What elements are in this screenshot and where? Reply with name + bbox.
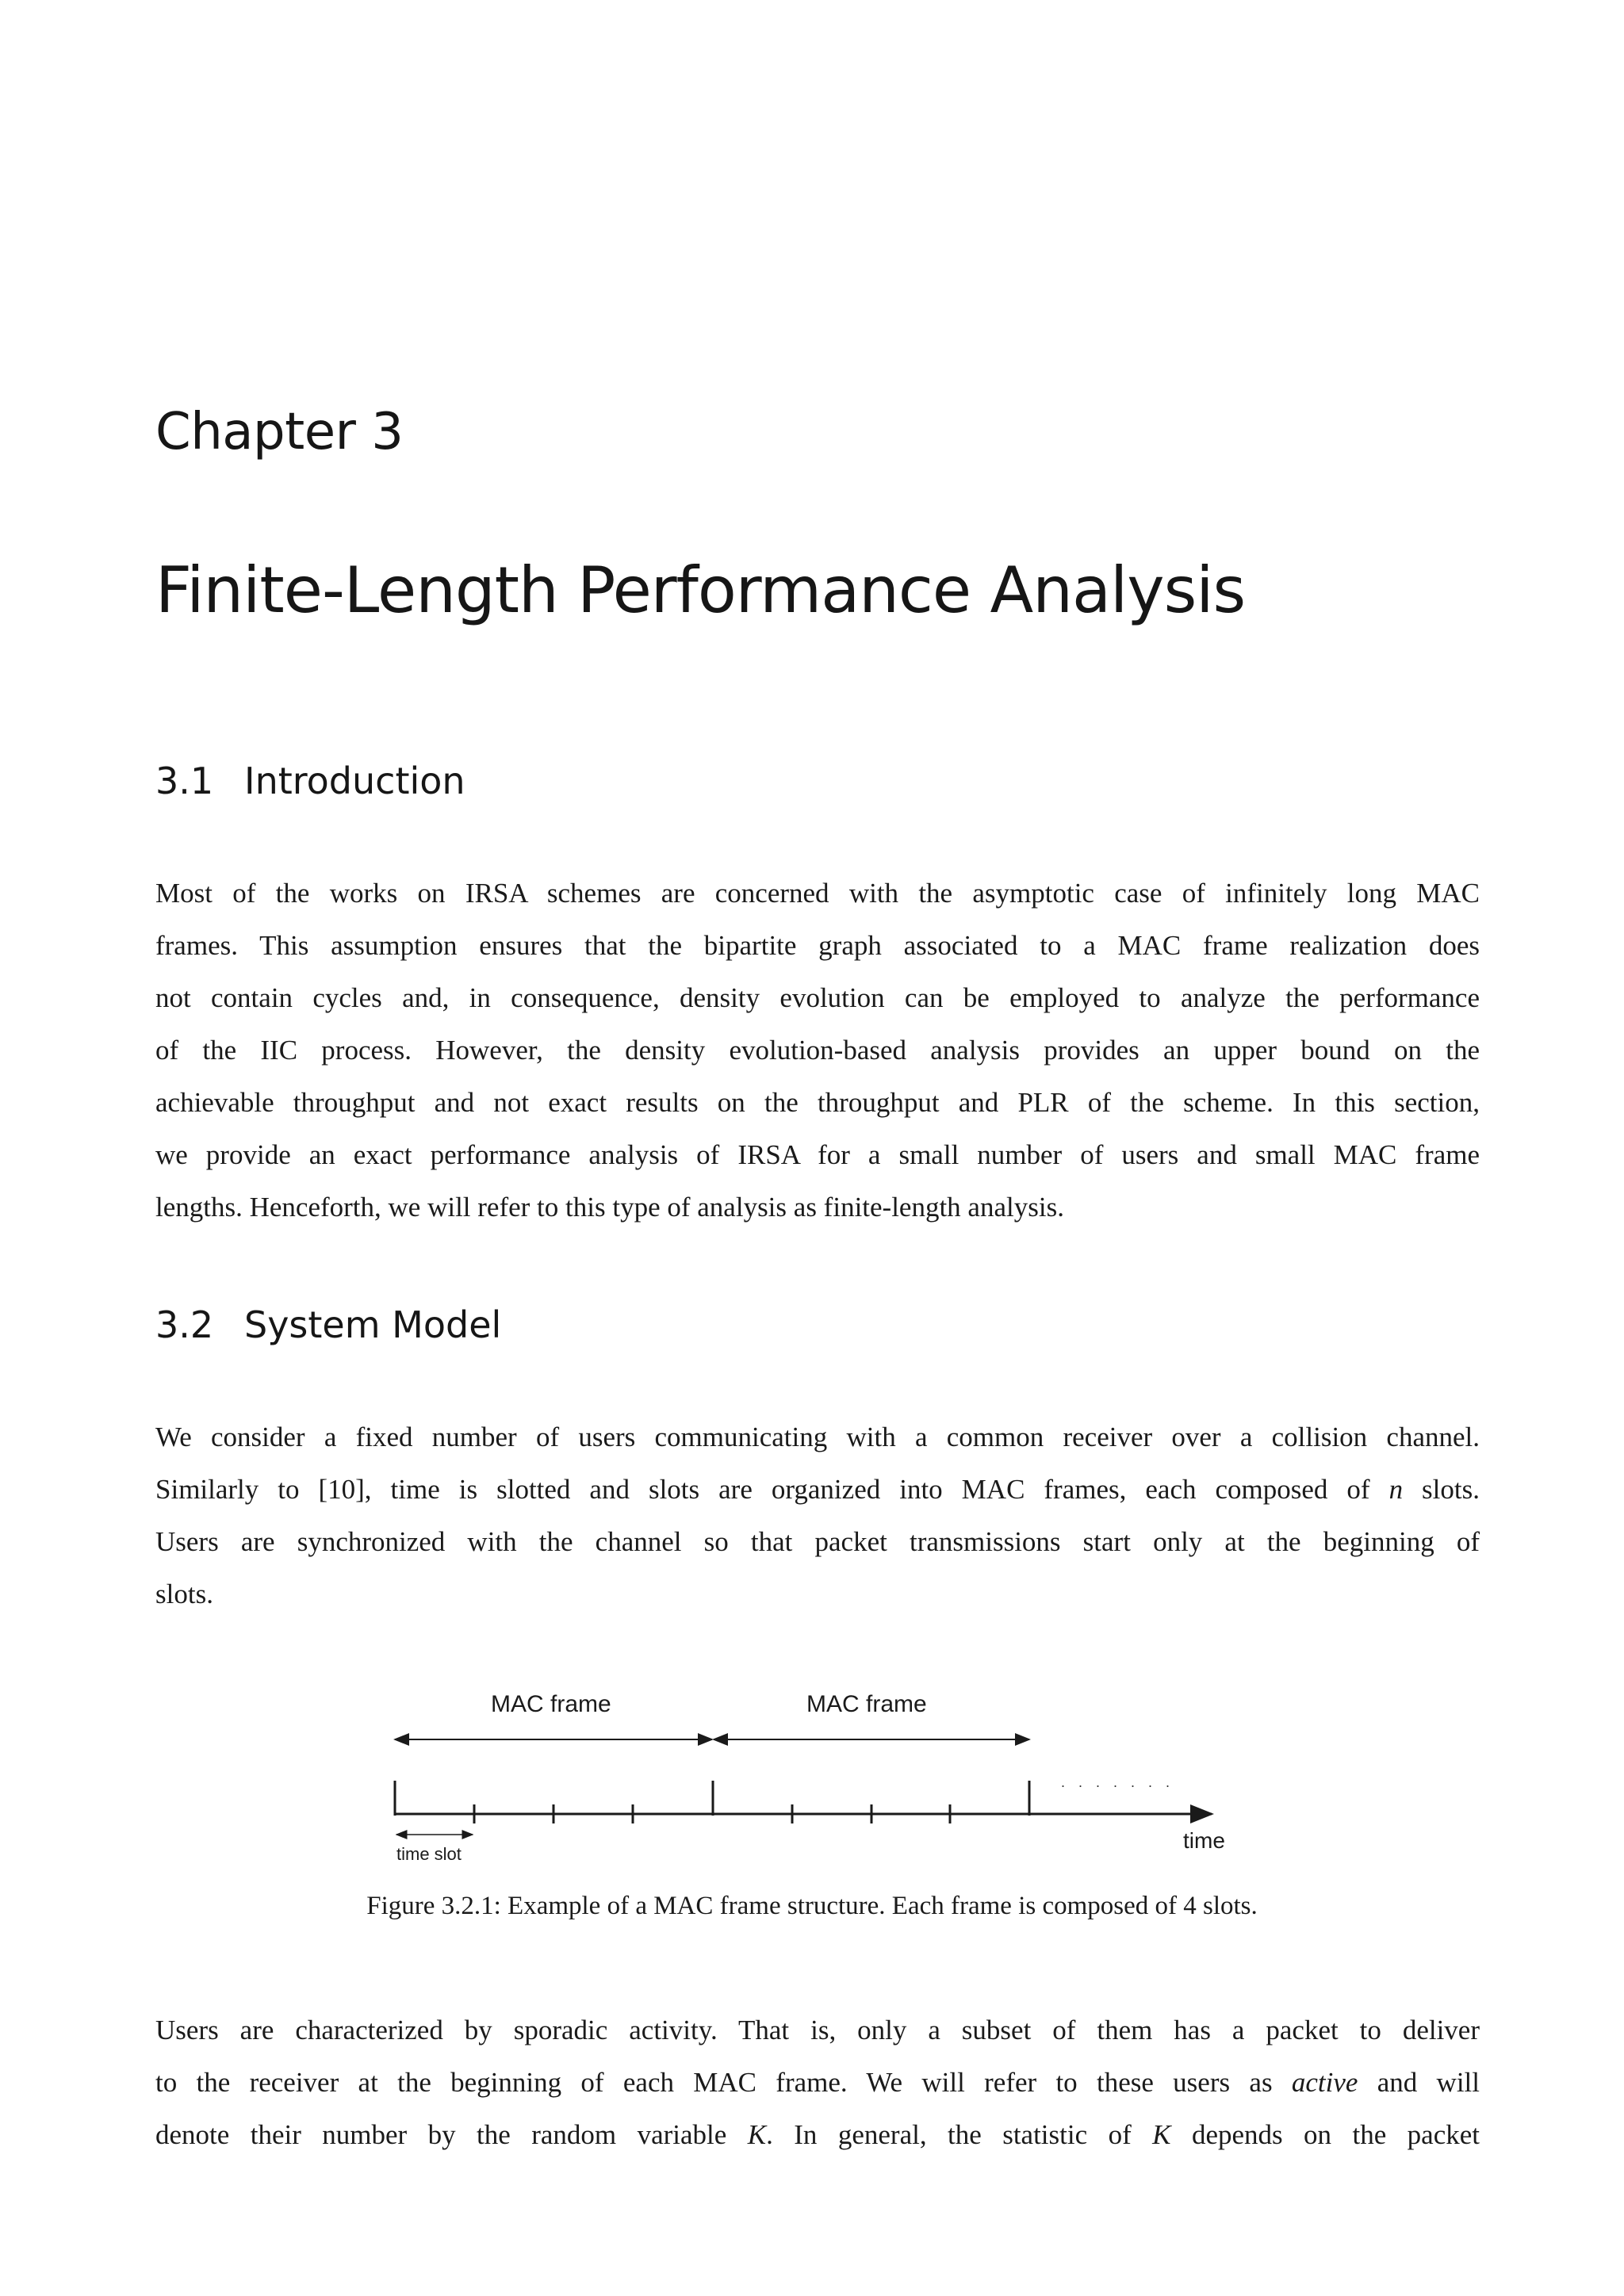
section-number: 3.2 [155,1303,214,1346]
math-variable: n [1388,1474,1404,1505]
continuation-dots: . . . . . . . [1061,1774,1175,1790]
mac-frame-label-2: MAC frame [806,1691,927,1717]
text-line [155,2109,1480,2161]
text-fragment: Similarly to [10], time is slotted and slots are organized into MAC frames, each composed of [155,1474,1389,1505]
text-fragment: slots. [1403,1474,1480,1505]
text-line: slots. [155,1578,213,1609]
activity-paragraph [155,2004,1480,2161]
section-heading-system-model [155,1303,501,1346]
chapter-label: Chapter 3 [155,403,404,461]
text-line: of the IIC process. However, the density evolution-based analysis provides an upper bound on the [155,1035,1480,1066]
math-variable: K [1152,2119,1171,2150]
text-fragment: to the receiver at the beginning of each MAC frame. We will refer to these users as [155,2067,1292,2098]
text-line [155,2057,1480,2109]
section-title: System Model [244,1303,502,1346]
system-model-paragraph [155,1411,1480,1621]
text-line: we provide an exact performance analysis of IRSA for a small number of users and small MAC frame [155,1139,1480,1170]
text-fragment: . In general, the statistic of [766,2119,1153,2150]
text-line: Users are characterized by sporadic activity. That is, only a subset of them has a packet to deliver [155,2015,1480,2045]
time-slot-label: time slot [396,1844,462,1864]
text-line: achievable throughput and not exact results on the throughput and PLR of the scheme. In this section, [155,1087,1480,1118]
section-title: Introduction [244,760,465,802]
text-line: We consider a fixed number of users communicating with a common receiver over a collision channel. [155,1422,1480,1452]
section-heading-introduction [155,760,465,802]
text-fragment: denote their number by the random variable [155,2119,748,2150]
section-number: 3.1 [155,760,214,802]
figure-caption: Figure 3.2.1: Example of a MAC frame structure. Each frame is composed of 4 slots. [366,1892,1258,1920]
text-line: lengths. Henceforth, we will refer to this type of analysis as finite-length analysis. [155,1192,1064,1223]
text-line: Users are synchronized with the channel so that packet transmissions start only at the beginning of [155,1526,1480,1557]
time-axis-label: time [1183,1828,1225,1853]
text-fragment: and will [1358,2067,1480,2098]
text-line: Most of the works on IRSA schemes are concerned with the asymptotic case of infinitely long MAC [155,878,1480,909]
text-fragment: depends on the packet [1170,2119,1480,2150]
text-line: frames. This assumption ensures that the bipartite graph associated to a MAC frame realization does [155,930,1480,961]
mac-frame-figure [381,1681,1253,1871]
introduction-paragraph [155,867,1480,1234]
text-line [155,1464,1480,1516]
mac-frame-label-1: MAC frame [491,1691,611,1717]
chapter-title: Finite-Length Performance Analysis [155,553,1246,627]
text-line: not contain cycles and, in consequence, density evolution can be employed to analyze the performance [155,982,1480,1013]
math-variable: K [747,2119,767,2150]
emphasized-term: active [1291,2067,1358,2098]
